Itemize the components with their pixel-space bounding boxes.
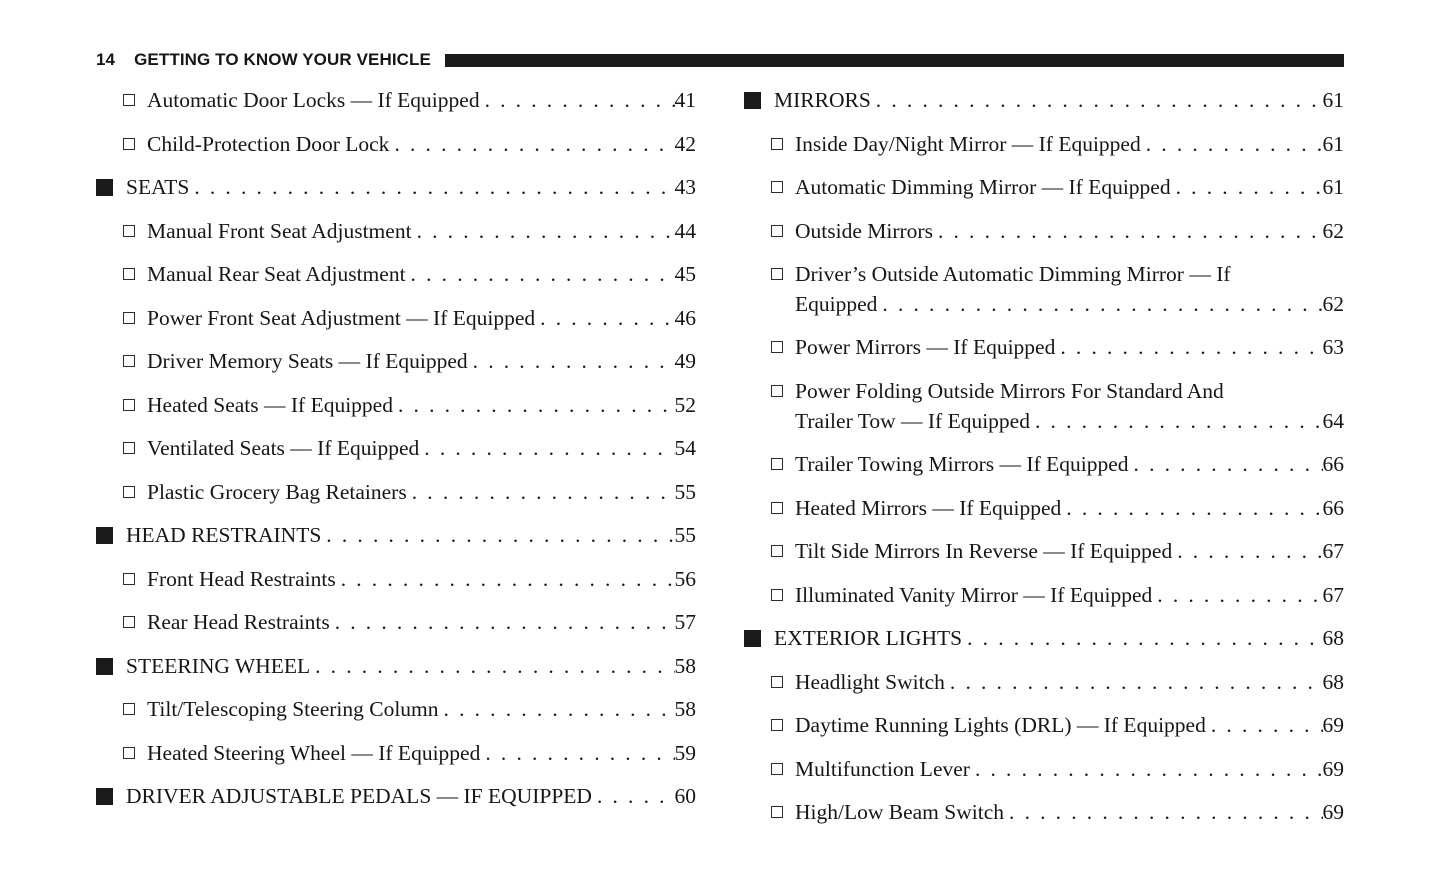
- toc-entry-body: [147, 695, 696, 725]
- toc-entry-body: [147, 478, 696, 508]
- hollow-square-icon: [123, 355, 135, 367]
- toc-entry-body: [774, 624, 1344, 654]
- toc-entry-label: Manual Front Seat Adjustment: [147, 218, 412, 243]
- toc-entry-label-continued: Trailer Tow — If Equipped: [795, 408, 1030, 433]
- toc-entry-label: Headlight Switch: [795, 669, 945, 694]
- toc-entry-page-number: 67: [1322, 539, 1344, 564]
- toc-entry-label: HEAD RESTRAINTS: [126, 523, 322, 547]
- leader-dots: [407, 478, 675, 508]
- hollow-square-icon: [771, 589, 783, 601]
- toc-entry-body: [126, 782, 696, 812]
- toc-entry-label: Automatic Dimming Mirror — If Equipped: [795, 175, 1171, 199]
- toc-entry-label: Automatic Door Locks — If Equipped: [147, 88, 480, 112]
- hollow-square-icon: [771, 763, 783, 775]
- toc-entry-body: [795, 130, 1344, 160]
- toc-entry[interactable]: [96, 130, 696, 160]
- filled-square-icon: [96, 527, 113, 544]
- toc-entry[interactable]: [744, 755, 1344, 785]
- toc-entry-line: [126, 173, 696, 203]
- toc-entry[interactable]: [744, 86, 1344, 116]
- toc-entry[interactable]: [96, 260, 696, 290]
- hollow-square-icon: [123, 312, 135, 324]
- toc-entry-line: [147, 391, 696, 421]
- toc-entry-line: [795, 407, 1344, 437]
- toc-entry-line: [147, 608, 696, 638]
- toc-entry-page-number: 59: [674, 740, 696, 765]
- toc-entry-line: [147, 217, 696, 247]
- toc-entry-line: [147, 695, 696, 725]
- toc-entry-page-number: 56: [674, 566, 696, 591]
- toc-entry-line: [147, 434, 696, 464]
- hollow-square-icon: [771, 225, 783, 237]
- toc-entry-body: [126, 652, 696, 682]
- leader-dots: [439, 695, 675, 725]
- toc-entry-label: Trailer Towing Mirrors — If Equipped: [795, 452, 1129, 477]
- hollow-square-icon: [771, 341, 783, 353]
- hollow-square-icon: [771, 676, 783, 688]
- toc-entry-page-number: 45: [674, 262, 696, 286]
- toc-entry-page-number: 69: [1322, 713, 1344, 738]
- header-rule-bar: [445, 54, 1344, 67]
- toc-entry-label: Child-Protection Door Lock: [147, 131, 390, 156]
- toc-entry-label: Power Mirrors — If Equipped: [795, 335, 1056, 360]
- leader-dots: [480, 86, 675, 116]
- toc-entry-line: [126, 782, 696, 812]
- hollow-square-icon: [771, 138, 783, 150]
- hollow-square-icon: [123, 94, 135, 106]
- filled-square-icon: [744, 92, 761, 109]
- toc-entry[interactable]: [744, 581, 1344, 611]
- toc-entry-body: [147, 739, 696, 769]
- leader-dots: [1030, 407, 1323, 437]
- toc-entry-line: [147, 347, 696, 377]
- toc-entry-line: [147, 304, 696, 334]
- toc-entry-body: [126, 521, 696, 551]
- toc-entry-page-number: 61: [1322, 175, 1344, 199]
- toc-entry-line: [795, 537, 1344, 567]
- leader-dots: [1004, 798, 1322, 828]
- toc-entry-line: [147, 739, 696, 769]
- leader-dots: [945, 668, 1323, 698]
- toc-entry[interactable]: [744, 537, 1344, 567]
- toc-entry-line: [795, 668, 1344, 698]
- leader-dots: [406, 260, 675, 290]
- toc-entry-label: Multifunction Lever: [795, 756, 970, 781]
- toc-entry[interactable]: [744, 668, 1344, 698]
- leader-dots: [1129, 450, 1323, 480]
- toc-entry-line: [774, 86, 1344, 116]
- leader-dots: [1061, 494, 1322, 524]
- leader-dots: [1055, 333, 1322, 363]
- toc-entry-label: Rear Head Restraints: [147, 610, 330, 634]
- leader-dots: [1152, 581, 1322, 611]
- hollow-square-icon: [123, 138, 135, 150]
- leader-dots: [310, 652, 674, 682]
- toc-entry-line: [126, 521, 696, 551]
- toc-entry-label: Tilt Side Mirrors In Reverse — If Equipped: [795, 539, 1173, 564]
- toc-entry[interactable]: [96, 347, 696, 377]
- filled-square-icon: [96, 179, 113, 196]
- toc-entry-label: MIRRORS: [774, 88, 871, 112]
- toc-entry-page-number: 58: [674, 653, 696, 678]
- hollow-square-icon: [771, 268, 783, 280]
- toc-entry-page-number: 44: [674, 218, 696, 243]
- toc-entry-line: [147, 130, 696, 160]
- toc-entry-body: [795, 711, 1344, 741]
- toc-entry-label: Heated Steering Wheel — If Equipped: [147, 740, 481, 765]
- chapter-title: GETTING TO KNOW YOUR VEHICLE: [134, 50, 431, 69]
- toc-entry[interactable]: [744, 217, 1344, 247]
- toc-entry-body: [795, 668, 1344, 698]
- toc-entry-label: Power Front Seat Adjustment — If Equipped: [147, 305, 536, 330]
- hollow-square-icon: [123, 225, 135, 237]
- toc-entry[interactable]: [96, 86, 696, 116]
- toc-entry-body: [795, 217, 1344, 247]
- toc-entry-body: [795, 260, 1344, 320]
- toc-entry[interactable]: [744, 173, 1344, 203]
- toc-entry-body: [795, 494, 1344, 524]
- leader-dots: [480, 739, 674, 769]
- hollow-square-icon: [771, 545, 783, 557]
- toc-entry-line: [795, 798, 1344, 828]
- toc-entry[interactable]: [96, 391, 696, 421]
- toc-entry-body: [147, 130, 696, 160]
- toc-entry-page-number: 66: [1322, 452, 1344, 477]
- toc-entry-line: [147, 565, 696, 595]
- toc-entry-line: [795, 173, 1344, 203]
- toc-column-left: [96, 86, 696, 842]
- toc-entry-label: Outside Mirrors: [795, 218, 933, 243]
- leader-dots: [877, 290, 1322, 320]
- hollow-square-icon: [771, 502, 783, 514]
- toc-entry-line: [795, 333, 1344, 363]
- toc-entry[interactable]: [96, 217, 696, 247]
- toc-entry-page-number: 69: [1322, 756, 1344, 781]
- leader-dots: [962, 624, 1322, 654]
- toc-entry-page-number: 54: [674, 436, 696, 460]
- toc-entry-page-number: 43: [674, 175, 696, 199]
- toc-entry-body: [147, 391, 696, 421]
- toc-entry-body: [126, 173, 696, 203]
- toc-entry[interactable]: [744, 377, 1344, 437]
- leader-dots: [1206, 711, 1323, 741]
- toc-entry-page-number: 67: [1322, 582, 1344, 607]
- toc-entry[interactable]: [96, 304, 696, 334]
- toc-entry-line: [795, 711, 1344, 741]
- toc-entry-label: Inside Day/Night Mirror — If Equipped: [795, 131, 1141, 156]
- toc-entry-label: Daytime Running Lights (DRL) — If Equipped: [795, 713, 1206, 738]
- toc-entry-label: Tilt/Telescoping Steering Column: [147, 697, 439, 721]
- leader-dots: [933, 217, 1323, 247]
- running-header: [96, 50, 1344, 70]
- toc-entry-page-number: 52: [674, 392, 696, 417]
- toc-entry-page-number: 55: [674, 479, 696, 504]
- toc-entry[interactable]: [96, 695, 696, 725]
- toc-entry-body: [147, 565, 696, 595]
- leader-dots: [592, 782, 675, 812]
- toc-entry[interactable]: [744, 450, 1344, 480]
- toc-entry-label: Manual Rear Seat Adjustment: [147, 262, 406, 286]
- leader-dots: [535, 304, 674, 334]
- toc-entry-page-number: 64: [1322, 408, 1344, 433]
- leader-dots: [336, 565, 675, 595]
- toc-column-right: [744, 86, 1344, 842]
- table-of-contents: [96, 86, 1344, 842]
- toc-entry-page-number: 66: [1322, 495, 1344, 520]
- toc-entry-line: [795, 450, 1344, 480]
- toc-entry-line: [795, 130, 1344, 160]
- toc-entry[interactable]: [96, 434, 696, 464]
- toc-entry-page-number: 58: [674, 697, 696, 721]
- toc-entry-page-number: 61: [1322, 88, 1344, 112]
- toc-entry-label: SEATS: [126, 175, 190, 199]
- toc-entry-body: [147, 347, 696, 377]
- page-number: 14: [96, 50, 116, 69]
- toc-entry-page-number: 61: [1322, 131, 1344, 156]
- hollow-square-icon: [123, 703, 135, 715]
- toc-entry[interactable]: [744, 798, 1344, 828]
- hollow-square-icon: [123, 616, 135, 628]
- toc-entry[interactable]: [744, 130, 1344, 160]
- toc-entry-page-number: 62: [1322, 218, 1344, 243]
- leader-dots: [1171, 173, 1323, 203]
- toc-entry-line: [126, 652, 696, 682]
- toc-entry-body: [795, 173, 1344, 203]
- hollow-square-icon: [771, 458, 783, 470]
- toc-entry-page-number: 68: [1322, 626, 1344, 651]
- toc-entry[interactable]: [744, 711, 1344, 741]
- toc-entry-label: High/Low Beam Switch: [795, 800, 1005, 825]
- leader-dots: [189, 173, 674, 203]
- hollow-square-icon: [123, 442, 135, 454]
- filled-square-icon: [744, 630, 761, 647]
- toc-entry-label-continued: Equipped: [795, 291, 878, 316]
- hollow-square-icon: [123, 747, 135, 759]
- toc-entry-page-number: 42: [674, 131, 696, 156]
- hollow-square-icon: [771, 719, 783, 731]
- leader-dots: [468, 347, 675, 377]
- toc-entry-label: Front Head Restraints: [147, 566, 336, 591]
- toc-entry-line: [147, 478, 696, 508]
- toc-entry-body: [795, 755, 1344, 785]
- hollow-square-icon: [123, 268, 135, 280]
- toc-entry-body: [774, 86, 1344, 116]
- leader-dots: [970, 755, 1323, 785]
- toc-entry[interactable]: [744, 624, 1344, 654]
- toc-entry[interactable]: [96, 739, 696, 769]
- toc-entry-page-number: 68: [1322, 669, 1344, 694]
- toc-entry-line: [795, 581, 1344, 611]
- toc-entry-page-number: 46: [674, 305, 696, 330]
- filled-square-icon: [96, 788, 113, 805]
- toc-entry-label: Heated Mirrors — If Equipped: [795, 495, 1062, 520]
- toc-entry-body: [795, 798, 1344, 828]
- toc-entry-label: Plastic Grocery Bag Retainers: [147, 479, 407, 504]
- hollow-square-icon: [123, 399, 135, 411]
- toc-entry-label: Ventilated Seats — If Equipped: [147, 436, 420, 460]
- toc-entry[interactable]: [96, 173, 696, 203]
- toc-entry-body: [147, 304, 696, 334]
- hollow-square-icon: [123, 573, 135, 585]
- leader-dots: [412, 217, 675, 247]
- toc-entry-page-number: 57: [674, 610, 696, 634]
- toc-entry-body: [147, 608, 696, 638]
- toc-entry-body: [795, 377, 1344, 437]
- toc-entry-body: [795, 333, 1344, 363]
- toc-entry-label: Driver Memory Seats — If Equipped: [147, 349, 468, 373]
- toc-entry[interactable]: [96, 565, 696, 595]
- toc-entry[interactable]: [96, 608, 696, 638]
- leader-dots: [871, 86, 1323, 116]
- toc-entry-line: [147, 86, 696, 116]
- leader-dots: [1172, 537, 1322, 567]
- toc-entry-page-number: 49: [674, 349, 696, 373]
- toc-entry-body: [147, 260, 696, 290]
- toc-entry-label: Heated Seats — If Equipped: [147, 392, 393, 417]
- leader-dots: [393, 391, 675, 421]
- toc-entry[interactable]: [96, 521, 696, 551]
- toc-entry[interactable]: [96, 652, 696, 682]
- toc-entry-page-number: 55: [674, 523, 696, 547]
- toc-entry-line: [147, 260, 696, 290]
- toc-entry-line: [795, 290, 1344, 320]
- toc-entry-line: [795, 494, 1344, 524]
- toc-entry[interactable]: [744, 494, 1344, 524]
- toc-entry-line: [795, 217, 1344, 247]
- toc-entry-page-number: 62: [1322, 291, 1344, 316]
- toc-entry-body: [795, 581, 1344, 611]
- toc-entry-label: DRIVER ADJUSTABLE PEDALS — IF EQUIPPED: [126, 784, 592, 808]
- toc-entry-label: STEERING WHEEL: [126, 653, 311, 678]
- toc-entry[interactable]: [96, 782, 696, 812]
- toc-entry-page-number: 60: [674, 784, 696, 808]
- hollow-square-icon: [123, 486, 135, 498]
- toc-entry-body: [147, 86, 696, 116]
- toc-entry-body: [147, 217, 696, 247]
- toc-entry[interactable]: [96, 478, 696, 508]
- toc-entry[interactable]: [744, 333, 1344, 363]
- leader-dots: [1141, 130, 1323, 160]
- hollow-square-icon: [771, 385, 783, 397]
- leader-dots: [389, 130, 674, 160]
- hollow-square-icon: [771, 806, 783, 818]
- filled-square-icon: [96, 658, 113, 675]
- toc-entry-label: EXTERIOR LIGHTS: [774, 626, 963, 651]
- toc-entry-page-number: 69: [1322, 800, 1344, 825]
- toc-entry-label: Driver’s Outside Automatic Dimming Mirror — If: [795, 262, 1231, 286]
- toc-entry-body: [795, 450, 1344, 480]
- toc-entry-label: Power Folding Outside Mirrors For Standard And: [795, 378, 1224, 403]
- toc-entry-label: Illuminated Vanity Mirror — If Equipped: [795, 582, 1153, 607]
- toc-entry-line: [774, 624, 1344, 654]
- toc-entry-page-number: 63: [1322, 335, 1344, 360]
- toc-entry-page-number: 41: [674, 88, 696, 112]
- leader-dots: [330, 608, 675, 638]
- toc-entry-body: [147, 434, 696, 464]
- hollow-square-icon: [771, 181, 783, 193]
- leader-dots: [419, 434, 674, 464]
- toc-entry[interactable]: [744, 260, 1344, 320]
- toc-entry-body: [795, 537, 1344, 567]
- leader-dots: [321, 521, 674, 551]
- toc-entry-line: [795, 755, 1344, 785]
